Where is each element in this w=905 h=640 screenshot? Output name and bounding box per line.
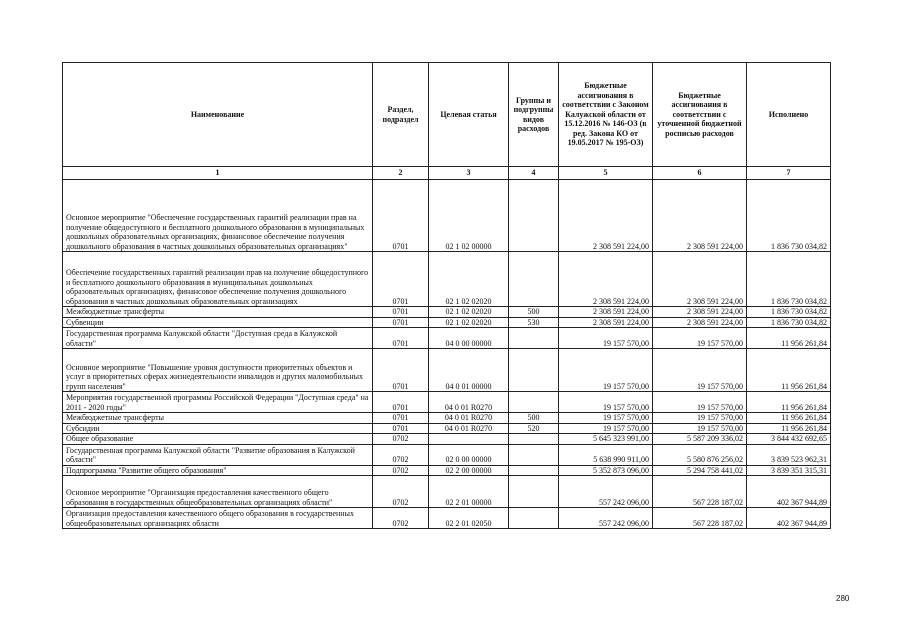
row-approved: 5 352 873 096,00	[559, 465, 653, 476]
table-row	[63, 252, 831, 307]
row-target: 04 0 01 R0270	[429, 392, 509, 413]
row-name: Основное мероприятие "Повышение уровня доступности приоритетных объектов и услуг в приоритетных сферах жизнедеятельности инвалидов и других маломобильных групп населения"	[63, 349, 373, 392]
header-section: Раздел, подраздел	[373, 63, 429, 167]
row-group	[509, 328, 559, 349]
column-number: 2	[373, 167, 429, 180]
row-approved: 2 308 591 224,00	[559, 180, 653, 252]
row-approved: 19 157 570,00	[559, 423, 653, 434]
row-target: 02 1 02 02020	[429, 317, 509, 328]
row-executed: 3 844 432 692,65	[747, 434, 831, 445]
row-approved: 19 157 570,00	[559, 349, 653, 392]
row-name: Основное мероприятие "Обеспечение государственных гарантий реализации прав на получение общедоступного и бесплатного дошкольного образования в муниципальных дошкольных образовательных организациях, финансовое обеспечение получения дошкольного образования в частных дошкольных образовательных организациях"	[63, 180, 373, 252]
row-target: 02 0 00 00000	[429, 444, 509, 465]
row-refined: 19 157 570,00	[653, 349, 747, 392]
row-section: 0702	[373, 444, 429, 465]
column-number: 3	[429, 167, 509, 180]
header-target: Целевая статья	[429, 63, 509, 167]
row-target: 02 2 01 00000	[429, 476, 509, 508]
column-number-row	[63, 167, 831, 180]
row-target: 04 0 01 00000	[429, 349, 509, 392]
row-group	[509, 180, 559, 252]
row-group	[509, 508, 559, 529]
table-row	[63, 434, 831, 445]
row-group: 500	[509, 307, 559, 318]
row-section: 0701	[373, 392, 429, 413]
row-group	[509, 465, 559, 476]
table-row	[63, 476, 831, 508]
row-group	[509, 434, 559, 445]
row-approved: 2 308 591 224,00	[559, 317, 653, 328]
table-row	[63, 413, 831, 424]
row-refined: 2 308 591 224,00	[653, 307, 747, 318]
column-number: 7	[747, 167, 831, 180]
row-approved: 557 242 096,00	[559, 508, 653, 529]
row-executed: 1 836 730 034,82	[747, 180, 831, 252]
row-executed: 402 367 944,89	[747, 508, 831, 529]
row-section: 0701	[373, 180, 429, 252]
row-section: 0702	[373, 476, 429, 508]
row-group	[509, 392, 559, 413]
row-refined: 2 308 591 224,00	[653, 252, 747, 307]
row-name: Общее образование	[63, 434, 373, 445]
row-name: Субсидии	[63, 423, 373, 434]
column-number: 6	[653, 167, 747, 180]
row-executed: 11 956 261,84	[747, 423, 831, 434]
row-target: 02 2 00 00000	[429, 465, 509, 476]
row-section: 0701	[373, 328, 429, 349]
row-executed: 11 956 261,84	[747, 349, 831, 392]
row-group	[509, 252, 559, 307]
column-number: 5	[559, 167, 653, 180]
row-refined: 19 157 570,00	[653, 423, 747, 434]
row-section: 0701	[373, 317, 429, 328]
row-target: 04 0 00 00000	[429, 328, 509, 349]
row-name: Межбюджетные трансферты	[63, 307, 373, 318]
row-name: Межбюджетные трансферты	[63, 413, 373, 424]
row-refined: 19 157 570,00	[653, 392, 747, 413]
row-executed: 3 839 523 962,31	[747, 444, 831, 465]
row-name: Государственная программа Калужской области "Доступная среда в Калужской области"	[63, 328, 373, 349]
row-group	[509, 476, 559, 508]
column-number: 4	[509, 167, 559, 180]
row-refined: 5 294 758 441,02	[653, 465, 747, 476]
row-section: 0701	[373, 252, 429, 307]
row-target	[429, 434, 509, 445]
header-refined: Бюджетные ассигнования в соответствии с уточненной бюджетной росписью расходов	[653, 63, 747, 167]
row-refined: 5 580 876 256,02	[653, 444, 747, 465]
table-row	[63, 508, 831, 529]
row-approved: 19 157 570,00	[559, 392, 653, 413]
row-approved: 5 645 323 991,00	[559, 434, 653, 445]
row-executed: 3 839 351 315,31	[747, 465, 831, 476]
table-row	[63, 307, 831, 318]
row-target: 02 2 01 02050	[429, 508, 509, 529]
column-number: 1	[63, 167, 373, 180]
row-target: 04 0 01 R0270	[429, 423, 509, 434]
row-group	[509, 349, 559, 392]
header-approved: Бюджетные ассигнования в соответствии с Законом Калужской области от 15.12.2016 № 146-ОЗ (в ред. Закона КО от 19.05.2017 № 195-ОЗ)	[559, 63, 653, 167]
header-executed: Исполнено	[747, 63, 831, 167]
header-name: Наименование	[63, 63, 373, 167]
table-row	[63, 317, 831, 328]
row-executed: 11 956 261,84	[747, 328, 831, 349]
row-target: 02 1 02 00000	[429, 180, 509, 252]
row-section: 0701	[373, 413, 429, 424]
table-row	[63, 465, 831, 476]
row-refined: 19 157 570,00	[653, 328, 747, 349]
row-refined: 5 587 209 336,02	[653, 434, 747, 445]
table-row	[63, 423, 831, 434]
row-name: Организация предоставления качественного общего образования в государственных общеобразовательных организациях области	[63, 508, 373, 529]
row-executed: 1 836 730 034,82	[747, 307, 831, 318]
row-section: 0701	[373, 423, 429, 434]
row-approved: 5 638 990 911,00	[559, 444, 653, 465]
row-section: 0701	[373, 307, 429, 318]
row-approved: 557 242 096,00	[559, 476, 653, 508]
row-refined: 2 308 591 224,00	[653, 180, 747, 252]
row-refined: 2 308 591 224,00	[653, 317, 747, 328]
table-row	[63, 349, 831, 392]
row-refined: 567 228 187,02	[653, 508, 747, 529]
row-name: Основное мероприятие "Организация предоставления качественного общего образования в государственных общеобразовательных организациях области"	[63, 476, 373, 508]
row-group: 500	[509, 413, 559, 424]
row-name: Государственная программа Калужской области "Развитие образования в Калужской области"	[63, 444, 373, 465]
row-section: 0702	[373, 508, 429, 529]
row-section: 0701	[373, 349, 429, 392]
row-executed: 1 836 730 034,82	[747, 317, 831, 328]
table-row	[63, 180, 831, 252]
page-number: 280	[836, 594, 850, 603]
table-row	[63, 328, 831, 349]
row-name: Обеспечение государственных гарантий реализации прав на получение общедоступного и бесплатного дошкольного образования в муниципальных дошкольных образовательных организациях, финансовое обеспечение получения дошкольного образования в частных дошкольных образовательных организациях	[63, 252, 373, 307]
row-refined: 19 157 570,00	[653, 413, 747, 424]
row-executed: 1 836 730 034,82	[747, 252, 831, 307]
row-section: 0702	[373, 434, 429, 445]
row-group: 530	[509, 317, 559, 328]
row-approved: 19 157 570,00	[559, 328, 653, 349]
row-group	[509, 444, 559, 465]
header-groups: Группы и подгруппы видов расходов	[509, 63, 559, 167]
row-executed: 11 956 261,84	[747, 413, 831, 424]
table-row	[63, 444, 831, 465]
row-section: 0702	[373, 465, 429, 476]
row-target: 04 0 01 R0270	[429, 413, 509, 424]
table-row	[63, 392, 831, 413]
header-row	[63, 63, 831, 167]
row-target: 02 1 02 02020	[429, 307, 509, 318]
budget-table	[62, 62, 831, 529]
row-name: Субвенции	[63, 317, 373, 328]
row-executed: 11 956 261,84	[747, 392, 831, 413]
row-group: 520	[509, 423, 559, 434]
row-refined: 567 228 187,02	[653, 476, 747, 508]
row-executed: 402 367 944,89	[747, 476, 831, 508]
row-name: Мероприятия государственной программы Российской Федерации "Доступная среда" на 2011 - 2020 годы"	[63, 392, 373, 413]
row-name: Подпрограмма "Развитие общего образования"	[63, 465, 373, 476]
row-approved: 2 308 591 224,00	[559, 307, 653, 318]
row-approved: 19 157 570,00	[559, 413, 653, 424]
row-approved: 2 308 591 224,00	[559, 252, 653, 307]
row-target: 02 1 02 02020	[429, 252, 509, 307]
